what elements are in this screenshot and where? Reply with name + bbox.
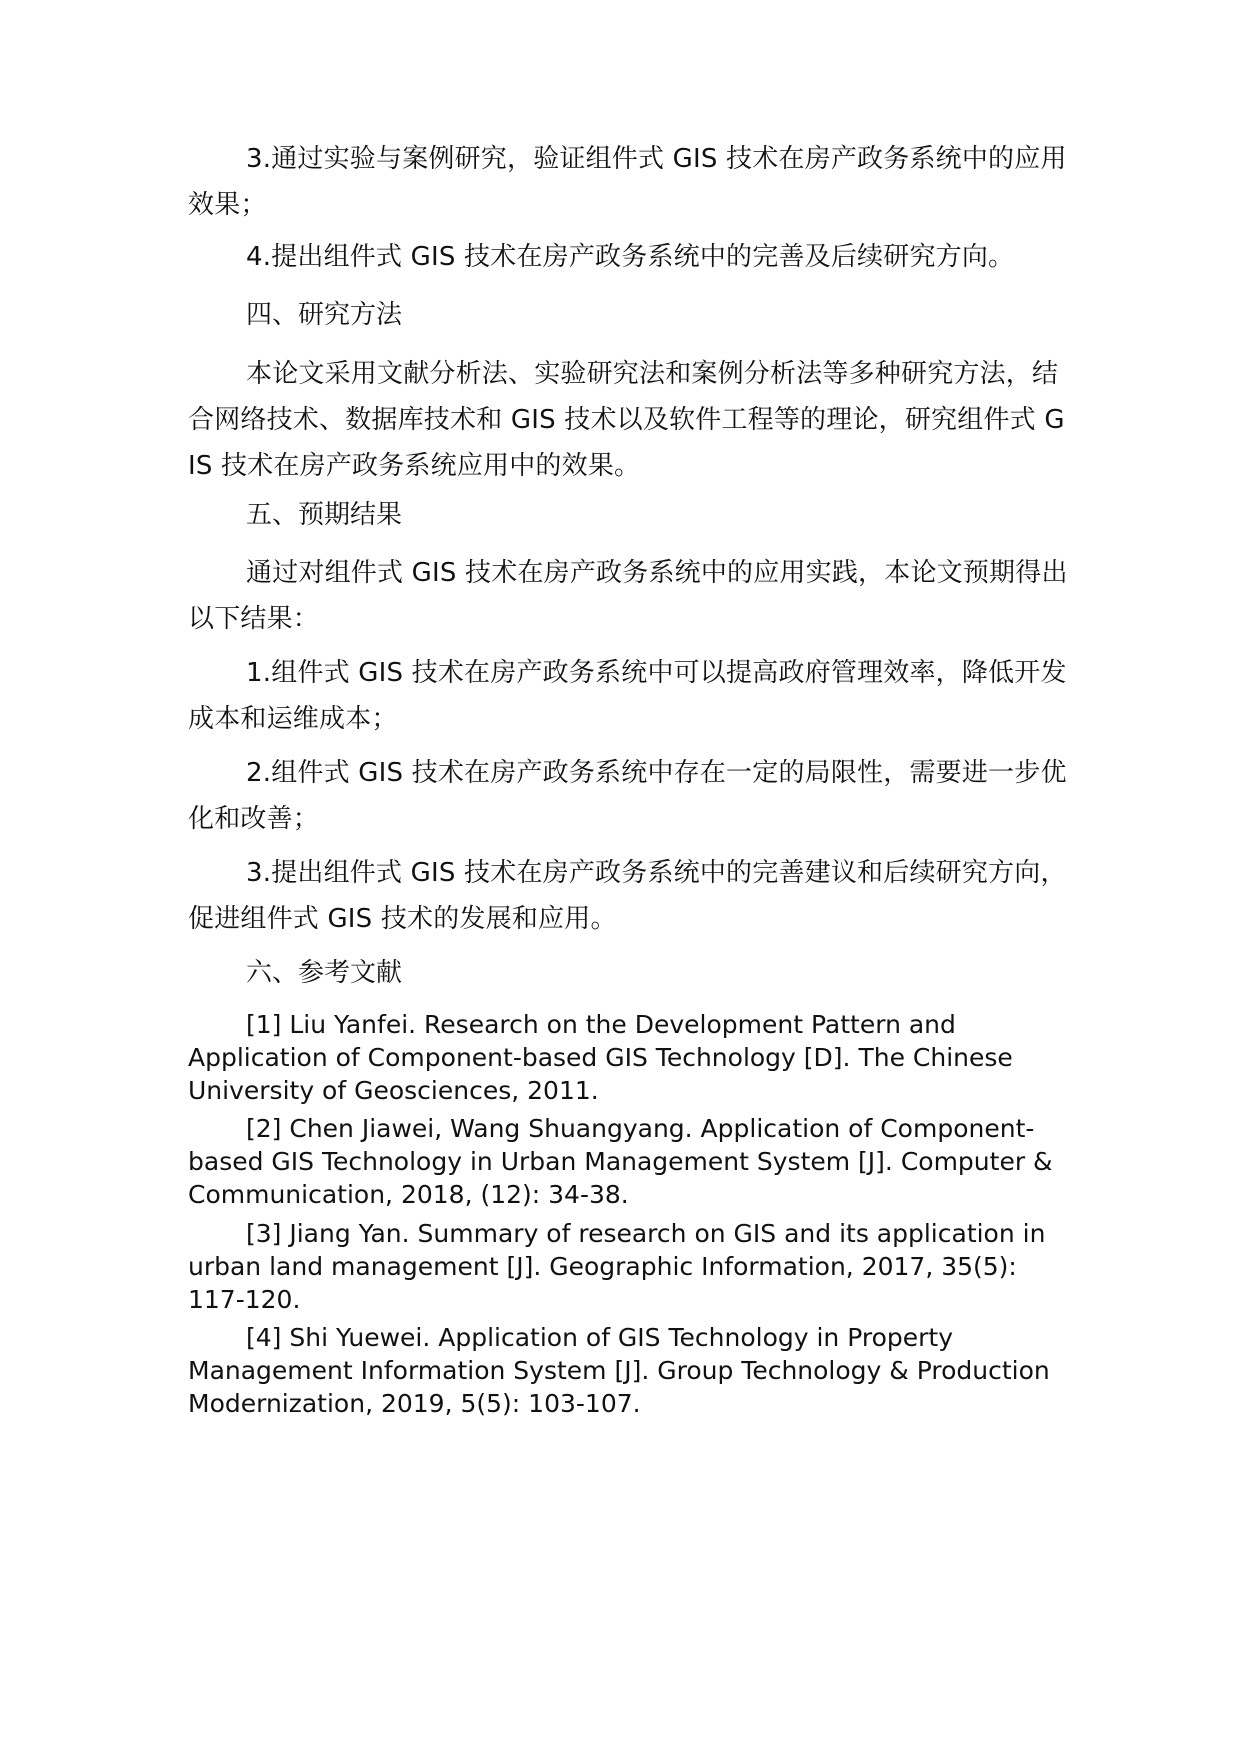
list-item-goal-4: 4.提出组件式 GIS 技术在房产政务系统中的完善及后续研究方向。 — [246, 242, 1015, 272]
section-heading-results: 五、预期结果 — [246, 500, 403, 530]
reference-item-1: [1] Liu Yanfei. Research on the Development Pattern and Application of Component-based GIS Technology [D]. The Chinese University of Geosciences, 2011. — [188, 1010, 1013, 1105]
reference-item-2: [2] Chen Jiawei, Wang Shuangyang. Application of Component-based GIS Technology in Urban Management System [J]. Computer & Communication, 2018, (12): 34-38. — [188, 1114, 1053, 1209]
reference-item-4: [4] Shi Yuewei. Application of GIS Technology in Property Management Information System [J]. Group Technology & Production Modernization, 2019, 5(5): 103-107. — [188, 1323, 1050, 1418]
list-item-result-3: 3.提出组件式 GIS 技术在房产政务系统中的完善建议和后续研究方向，促进组件式 GIS 技术的发展和应用。 — [188, 858, 1067, 934]
list-item-result-1: 1.组件式 GIS 技术在房产政务系统中可以提高政府管理效率，降低开发成本和运维成本； — [188, 658, 1067, 734]
results-intro-paragraph: 通过对组件式 GIS 技术在房产政务系统中的应用实践，本论文预期得出以下结果： — [188, 558, 1068, 634]
methods-paragraph: 本论文采用文献分析法、实验研究法和案例分析法等多种研究方法，结合网络技术、数据库技术和 GIS 技术以及软件工程等的理论，研究组件式 GIS 技术在房产政务系统应用中的效果。 — [188, 359, 1065, 481]
section-heading-methods: 四、研究方法 — [246, 300, 403, 330]
list-item-goal-3: 3.通过实验与案例研究，验证组件式 GIS 技术在房产政务系统中的应用效果； — [188, 144, 1067, 220]
reference-item-3: [3] Jiang Yan. Summary of research on GIS and its application in urban land management [J]. Geographic Information, 2017, 35(5): 117-120. — [188, 1219, 1046, 1314]
section-heading-references: 六、参考文献 — [246, 958, 403, 988]
list-item-result-2: 2.组件式 GIS 技术在房产政务系统中存在一定的局限性，需要进一步优化和改善； — [188, 758, 1067, 834]
